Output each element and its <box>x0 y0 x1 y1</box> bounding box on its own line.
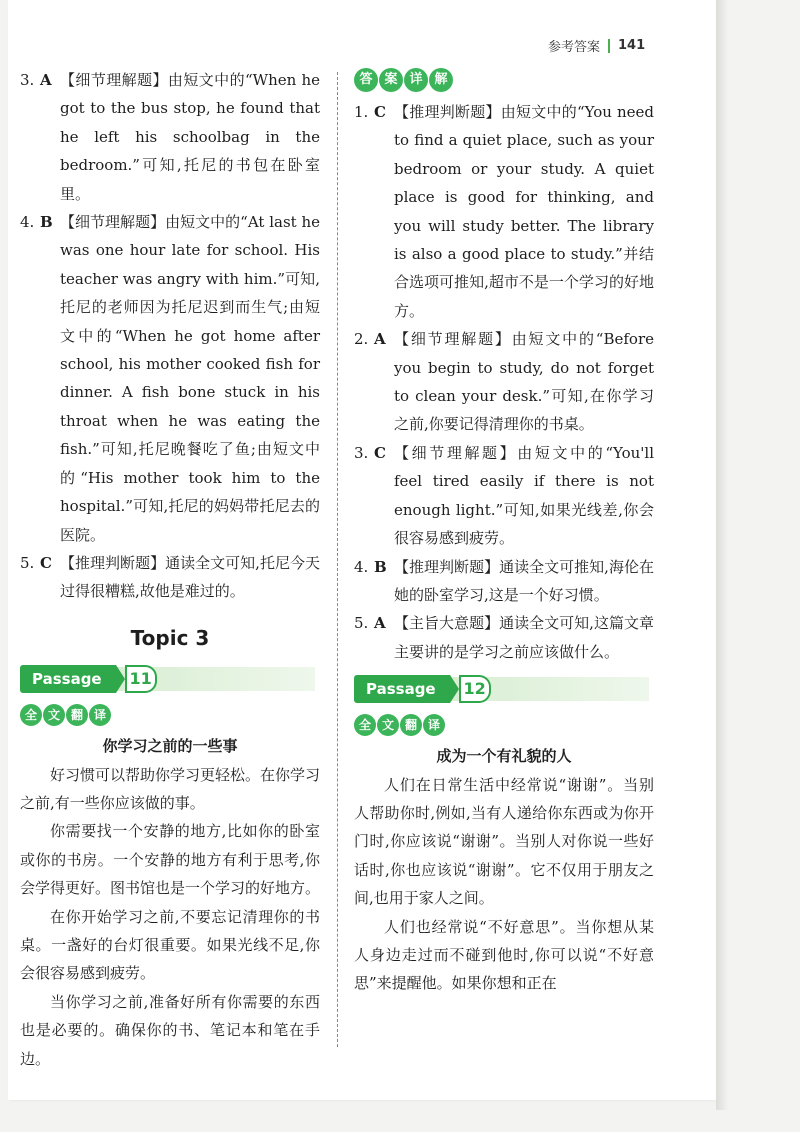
item-explanation: 【推理判断题】通读全文可知,托尼今天过得很糟糕,故他是难过的。 <box>60 553 320 601</box>
answer-item <box>354 609 654 666</box>
item-answer: B <box>374 557 387 576</box>
item-number: 3. <box>20 71 35 89</box>
left-column <box>20 66 320 1073</box>
item-explanation: 【细节理解题】由短文中的“When he got to the bus stop, he found that he left his schoolbag in the bedroom.”可知,托尼的书包在卧室里。 <box>60 71 320 203</box>
right-column <box>354 66 654 998</box>
item-answer: C <box>374 103 386 121</box>
badge-char: 翻 <box>400 714 422 736</box>
item-answer: C <box>374 443 386 462</box>
translation-paragraph: 在你开始学习之前,不要忘记清理你的书桌。一盏好的台灯很重要。如果光线不足,你会很容易感到疲劳。 <box>20 907 320 983</box>
translation-badge <box>20 704 320 726</box>
item-answer: A <box>374 614 386 633</box>
badge-char: 案 <box>379 68 403 92</box>
page-number: 141 <box>618 38 646 53</box>
badge-char: 解 <box>429 68 453 92</box>
translation-badge <box>354 714 654 736</box>
page-edge-shadow <box>716 0 728 1110</box>
topic-title: Topic 3 <box>130 625 210 650</box>
passage-banner <box>20 664 320 694</box>
header-label: 参考答案 <box>548 40 601 55</box>
item-explanation: 【推理判断题】通读全文可推知,海伦在她的卧室学习,这是一个好习惯。 <box>394 557 654 604</box>
badge-char: 全 <box>354 714 376 736</box>
badge-char: 译 <box>89 704 111 726</box>
item-answer: A <box>374 330 386 349</box>
translation-title: 你学习之前的一些事 <box>102 737 238 756</box>
item-answer: B <box>40 213 53 232</box>
answer-item <box>354 98 654 325</box>
banner-arrow <box>116 665 125 693</box>
item-number: 3. <box>354 443 369 462</box>
badge-char: 文 <box>377 714 399 736</box>
badge-char: 译 <box>423 714 445 736</box>
banner-arrow <box>450 675 459 703</box>
item-number: 1. <box>354 103 369 121</box>
header-separator <box>608 39 610 53</box>
translation-paragraph: 你需要找一个安静的地方,比如你的卧室或你的书房。一个安静的地方有利于思考,你会学得更好。图书馆也是一个学习的好地方。 <box>20 822 321 898</box>
passage-banner <box>354 674 654 704</box>
item-number: 4. <box>354 557 369 576</box>
answer-item <box>20 66 320 208</box>
answer-item <box>354 439 654 553</box>
passage-number: 11 <box>125 665 157 693</box>
translation-title: 成为一个有礼貌的人 <box>436 747 572 766</box>
passage-number: 12 <box>459 675 491 703</box>
item-explanation: 【细节理解题】由短文中的“Before you begin to study, do not forget to clean your desk.”可知,在你学习之前,你要记得清理你的书桌。 <box>394 330 654 434</box>
item-answer: C <box>40 553 52 572</box>
passage-label: Passage <box>354 675 450 703</box>
translation-paragraph: 好习惯可以帮助你学习更轻松。在你学习之前,有一些你应该做的事。 <box>20 765 321 812</box>
badge-char: 详 <box>404 68 428 92</box>
item-explanation: 【主旨大意题】通读全文可知,这篇文章主要讲的是学习之前应该做什么。 <box>394 614 654 661</box>
badge-char: 答 <box>354 68 378 92</box>
item-explanation: 【细节理解题】由短文中的“At last he was one hour late for school. His teacher was angry with him.”可知,托尼的老师因为托尼迟到而生气;由短文中的“When he got home after school, his mother cooked fish for dinner. A fish bone stuck in his throat when he was eating the fish.”可知,托尼晚餐吃了鱼;由短文中的“His mother took him to the hospital.”可知,托尼的妈妈带托尼去的医院。 <box>60 213 320 544</box>
translation-paragraph: 人们在日常生活中经常说“谢谢”。当别人帮助你时,例如,当有人递给你东西或为你开门时,你应该说“谢谢”。当别人对你说一些好话时,你也应该说“谢谢”。它不仅用于朋友之间,也用于家人之间。 <box>354 775 654 908</box>
badge-char: 全 <box>20 704 42 726</box>
item-number: 2. <box>354 330 369 349</box>
page-header <box>548 36 645 55</box>
badge-char: 翻 <box>66 704 88 726</box>
answer-item <box>20 549 320 606</box>
badge-char: 文 <box>43 704 65 726</box>
answer-detail-badge <box>354 68 654 92</box>
answer-item <box>354 553 654 610</box>
item-answer: A <box>40 71 52 89</box>
translation-paragraph: 人们也经常说“不好意思”。当你想从某人身边走过而不碰到他时,你可以说“不好意思”来提醒他。如果你想和正在 <box>354 917 654 993</box>
passage-label: Passage <box>20 665 116 693</box>
item-explanation: 【推理判断题】由短文中的“You need to find a quiet place, such as your bedroom or your study. A quiet place is good for thinking, and you will study better. The library is also a good place to study.”并结合选项可推知,超市不是一个学习的好地方。 <box>394 103 654 320</box>
item-number: 4. <box>20 213 35 232</box>
item-number: 5. <box>20 553 35 572</box>
answer-item <box>354 325 654 439</box>
translation-paragraph: 当你学习之前,准备好所有你需要的东西也是必要的。确保你的书、笔记本和笔在手边。 <box>20 992 320 1068</box>
item-number: 5. <box>354 614 369 633</box>
column-divider <box>337 72 338 1047</box>
answer-item <box>20 208 320 549</box>
item-explanation: 【细节理解题】由短文中的“You'll feel tired easily if there is not enough light.”可知,如果光线差,你会很容易感到疲劳。 <box>394 443 654 548</box>
